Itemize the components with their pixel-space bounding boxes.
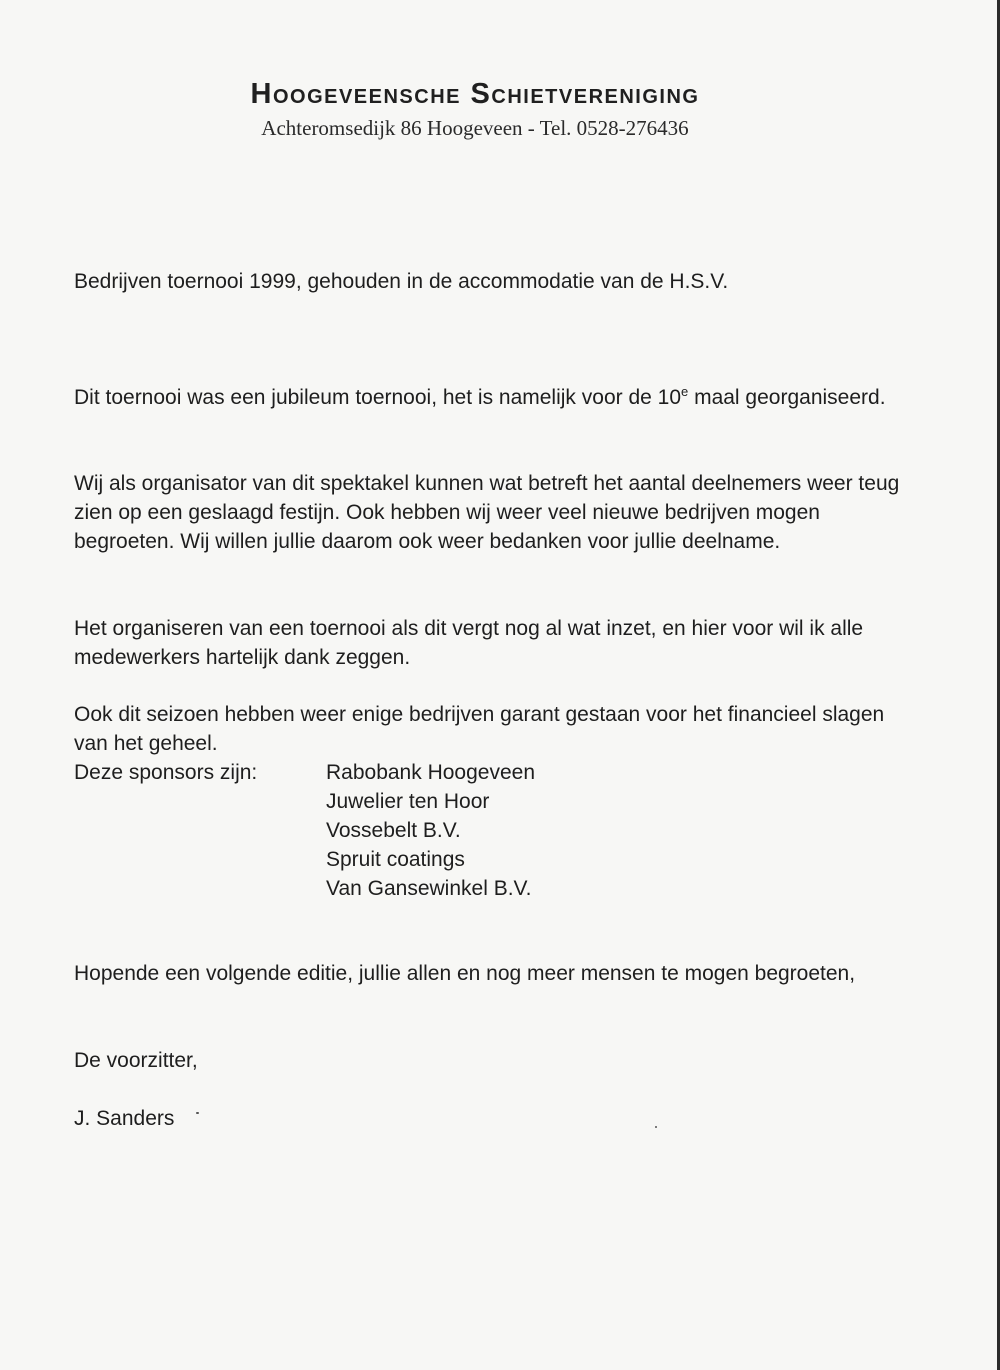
paragraph-volunteers: Het organiseren van een toernooi als dit vergt nog al wat inzet, en hier voor wil ik alle medewerkers hartelijk dank zeggen. — [74, 617, 864, 669]
organization-name: Hoogeveensche Schietvereniging — [250, 78, 700, 110]
signature-name: J. Sanders — [74, 1107, 175, 1130]
paragraph-sponsorship: Ook dit seizoen hebben weer enige bedrijven garant gestaan voor het financieel slagen van het geheel. — [74, 703, 885, 755]
sponsors-list — [326, 758, 535, 903]
paragraph-next-edition: Hopende een volgende editie, jullie allen en nog meer mensen te mogen begroeten, — [74, 962, 856, 985]
intro-line: Bedrijven toernooi 1999, gehouden in de accommodatie van de H.S.V. — [74, 270, 729, 293]
sponsor-item: Spruit coatings — [326, 848, 465, 871]
paragraph-participants: Wij als organisator van dit spektakel kunnen wat betreft het aantal deelnemers weer teug zien op een geslaagd festijn. Ook hebben wij weer veel nieuwe bedrijven mogen begroeten. Wij willen jullie daarom ook weer bedanken voor jullie deelname. — [74, 472, 900, 553]
paragraph-jubilee-text: Dit toernooi was een jubileum toernooi, het is namelijk voor de 10 — [74, 386, 682, 409]
sponsor-item: Van Gansewinkel B.V. — [326, 877, 532, 900]
sponsor-item: Rabobank Hoogeveen — [326, 761, 535, 784]
organization-address: Achteromsedijk 86 Hoogeveen - Tel. 0528-276436 — [261, 116, 689, 140]
sponsor-item: Juwelier ten Hoor — [326, 790, 490, 813]
sponsor-item: Vossebelt B.V. — [326, 819, 461, 842]
paragraph-jubilee-text-end: maal georganiseerd. — [688, 386, 886, 409]
ordinal-superscript: e — [681, 384, 689, 399]
sponsors-label: Deze sponsors zijn: — [74, 761, 258, 784]
closing-line: De voorzitter, — [74, 1049, 198, 1072]
paragraph-jubilee — [74, 383, 914, 412]
letterhead — [0, 76, 950, 142]
scan-speck — [655, 1126, 657, 1128]
scan-speck — [196, 1112, 199, 1114]
